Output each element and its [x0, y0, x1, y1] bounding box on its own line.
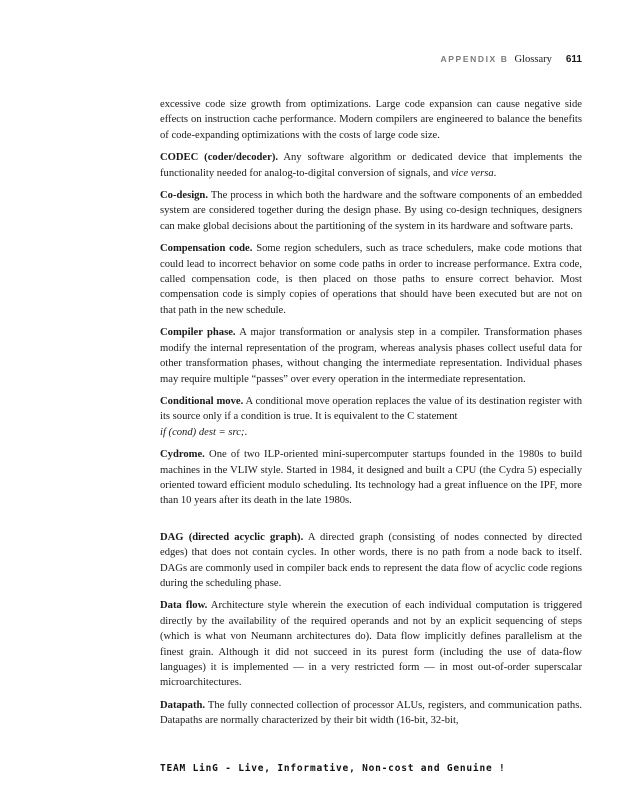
glossary-entry-dag — [160, 530, 582, 592]
glossary-term: Compiler phase. — [160, 327, 236, 339]
glossary-definition: Some region schedulers, such as trace schedulers, make code motions that could lead to incorrect behavior on some code paths in order to increase performance. Extra code, called compensation code, is then placed on those paths to ensure correct behavior. Most compensation code is simply copies of operations that should have been executed but are not on that path in the new schedule. — [160, 243, 582, 316]
glossary-tail: . — [493, 167, 497, 179]
glossary-definition: Architecture style wherein the execution of each individual computation is triggered directly by the availability of the required operands and not by an explicit sequencing of steps (which is what von Neumann architectures do). Data flow implicitly defines parallelism at the finest grain. Although it did not succeed in its purest form (including the use of data-flow languages) it is implemented — in a very restricted form — in most out-of-order superscalar microarchitectures. — [160, 600, 582, 689]
glossary-entry-cydrome — [160, 447, 582, 509]
glossary-term: CODEC (coder/decoder). — [160, 152, 279, 164]
running-header — [441, 54, 582, 65]
glossary-emphasis: vice versa — [450, 167, 494, 179]
glossary-definition: Any software algorithm or dedicated device that implements the functionality needed for analog-to-digital conversion of signals, and — [160, 152, 582, 179]
glossary-entry-conditional-move — [160, 394, 582, 440]
glossary-definition: A directed graph (consisting of nodes connected by directed edges) that does not contain cycles. In other words, there is no path from a node back to itself. DAGs are commonly used in compiler back ends to represent the data flow of acyclic code regions during the scheduling phase. — [160, 531, 582, 589]
glossary-tail: . — [244, 426, 248, 438]
glossary-entry-data-flow — [160, 598, 582, 690]
watermark-footer: TEAM LinG - Live, Informative, Non-cost and Genuine ! — [160, 763, 506, 774]
glossary-term: Co-design. — [160, 190, 208, 202]
glossary-entry-co-design — [160, 188, 582, 234]
glossary-definition: A major transformation or analysis step in a compiler. Transformation phases modify the internal representation of the program, whereas analysis phases collect useful data for other transformation phases, without changing the intermediate representation. Individual phases may require multiple “passes” over every operation in the intermediate representation. — [160, 327, 582, 385]
glossary-definition: One of two ILP-oriented mini-supercomputer startups founded in the 1980s to build machines in the VLIW style. Started in 1984, it designed and built a CPU (the Cydra 5) especially oriented toward efficient modulo scheduling. Its technology had a great influence on the IPF, more than 10 years after its death in the late 1980s. — [160, 449, 582, 507]
glossary-emphasis: if (cond) dest = src; — [160, 426, 245, 438]
glossary-term: Cydrome. — [160, 449, 205, 461]
glossary-body — [160, 97, 582, 736]
glossary-definition: The fully connected collection of processor ALUs, registers, and communication paths. Datapaths are normally characterized by their bit width (16-bit, 32-bit, — [160, 699, 582, 727]
glossary-definition: A conditional move operation replaces the value of its destination register with its source only if a condition is true. It is equivalent to the C statement — [160, 395, 582, 423]
glossary-entry-compiler-phase — [160, 325, 582, 387]
glossary-definition: The process in which both the hardware and the software components of an embedded system are considered together during the design phase. By using co-design techniques, designers can make global decisions about the partitioning of the system in its hardware and software parts. — [160, 190, 582, 232]
glossary-entry-codec — [160, 150, 582, 181]
section-gap — [160, 516, 582, 530]
glossary-term: Conditional move. — [160, 395, 244, 407]
glossary-entry-compensation-code — [160, 241, 582, 318]
glossary-term: DAG (directed acyclic graph). — [160, 531, 304, 543]
glossary-term: Data flow. — [160, 600, 208, 612]
section-title: Glossary — [514, 54, 552, 65]
appendix-label: APPENDIX B — [440, 54, 509, 64]
glossary-entry-datapath — [160, 698, 582, 729]
page-number: 611 — [565, 54, 582, 65]
glossary-term: Compensation code. — [160, 243, 253, 255]
glossary-term: Datapath. — [160, 699, 206, 711]
continued-paragraph: excessive code size growth from optimizations. Large code expansion can cause negative side effects on instruction cache performance. Modern compilers are engineered to balance the benefits of code-expanding optimizations with the costs of large code size. — [160, 99, 582, 141]
